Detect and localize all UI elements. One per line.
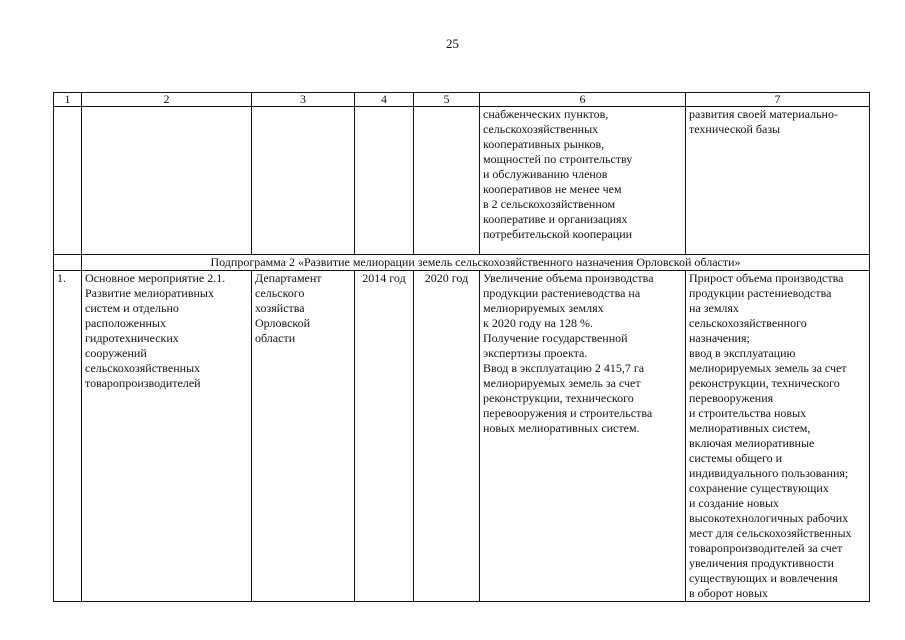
table-cell [82, 107, 252, 255]
table-cell [414, 107, 480, 255]
page-number: 25 [446, 36, 459, 51]
measure-row [54, 271, 870, 602]
column-header: 5 [414, 93, 480, 107]
measure-name-cell: Основное мероприятие 2.1. Развитие мелиоративных систем и отдельно расположенных гидротехнических сооружений сельскохозяйственных товаропроизводителей [82, 271, 252, 602]
executor-cell: Департамент сельского хозяйства Орловской области [252, 271, 355, 602]
end-year-cell: 2020 год [414, 271, 480, 602]
subprogram-row [54, 255, 870, 271]
column-header: 6 [480, 93, 686, 107]
column-header-row [54, 93, 870, 107]
table-cell [54, 107, 82, 255]
table-cell [355, 107, 414, 255]
consequences-cell: Прирост объема производства продукции растениеводства на землях сельскохозяйственного назначения; ввод в эксплуатацию мелиорируемых земель за счет реконструкции, технического перевооружения и строительства новых мелиоративных систем, включая мелиоративные системы общего и индивидуального пользования; сохранение существующих и создание новых высокотехнологичных рабочих мест для сельскохозяйственных товаропроизводителей за счет увеличения продуктивности существующих и вовлечения в оборот новых [686, 271, 870, 602]
table-cell [252, 107, 355, 255]
continuation-row [54, 107, 870, 255]
start-year-cell: 2014 год [355, 271, 414, 602]
column-header: 1 [54, 93, 82, 107]
column-header: 3 [252, 93, 355, 107]
continuation-consequence-cell: развития своей материально- технической базы [686, 107, 870, 255]
measures-table [53, 92, 870, 602]
expected-result-cell: Увеличение объема производства продукции растениеводства на мелиорируемых землях к 2020 году на 128 %. Получение государственной экспертизы проекта. Ввод в эксплуатацию 2 415,7 га мелиорируемых земель за счет реконструкции, технического перевооружения и строительства новых мелиоративных систем. [480, 271, 686, 602]
column-header: 2 [82, 93, 252, 107]
column-header: 7 [686, 93, 870, 107]
row-number: 1. [54, 271, 82, 602]
continuation-result-cell: снабженческих пунктов, сельскохозяйственных кооперативных рынков, мощностей по строительству и обслуживанию членов кооперативов не менее чем в 2 сельскохозяйственном кооперативе и организациях потребительской кооперации [480, 107, 686, 255]
subprogram-title: Подпрограмма 2 «Развитие мелиорации земель сельскохозяйственного назначения Орловской области» [82, 255, 870, 271]
column-header: 4 [355, 93, 414, 107]
table-cell [54, 255, 82, 271]
